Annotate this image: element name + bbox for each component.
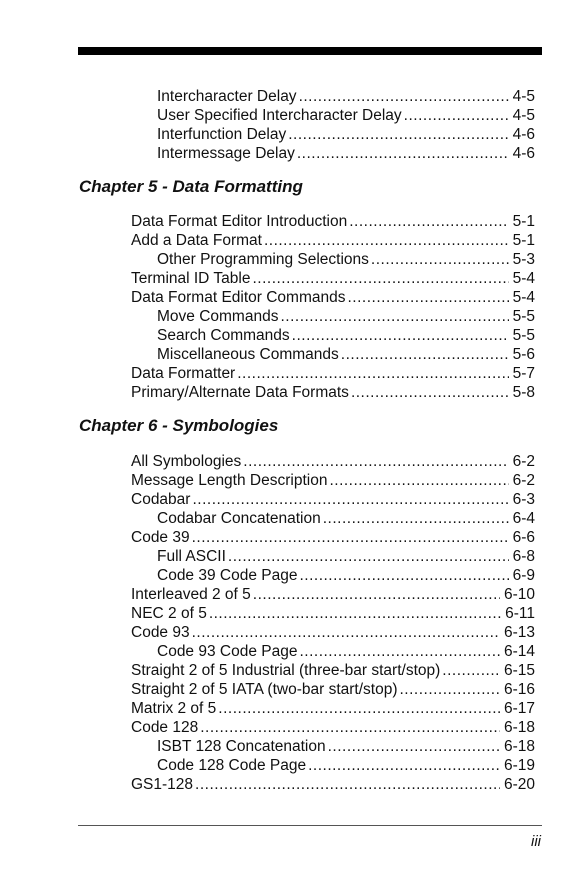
toc-entry-page: 5-5 (512, 308, 535, 325)
dot-leader (200, 718, 500, 737)
dot-leader (264, 231, 509, 250)
toc-entry-page: 5-1 (512, 232, 535, 249)
toc-entry-title: Code 39 Code Page (157, 567, 298, 584)
dot-leader (308, 756, 500, 775)
toc-entry-page: 6-2 (512, 453, 535, 470)
toc-entry[interactable] (131, 699, 535, 718)
dot-leader (195, 775, 500, 794)
toc-entry-page: 6-3 (512, 491, 535, 508)
chapter-heading: Chapter 6 - Symbologies (79, 416, 279, 435)
toc-entry-title: Miscellaneous Commands (157, 346, 339, 363)
toc-entry-title: Code 39 (131, 529, 190, 546)
toc-entry-page: 6-11 (505, 605, 535, 622)
dot-leader (243, 452, 508, 471)
dot-leader (323, 509, 509, 528)
dot-leader (192, 528, 509, 547)
toc-entry-page: 5-4 (512, 289, 535, 306)
toc-entry-title: Move Commands (157, 308, 279, 325)
toc-entry-title: GS1-128 (131, 776, 194, 793)
toc-entry[interactable] (131, 661, 535, 680)
toc-entry-page: 6-16 (503, 681, 535, 698)
toc-entry[interactable] (131, 718, 535, 737)
toc-entry-title: All Symbologies (131, 453, 242, 470)
toc-entry-title: Data Formatter (131, 365, 236, 382)
toc-entry-title: Straight 2 of 5 IATA (two-bar start/stop) (131, 681, 398, 698)
toc-entry-title: Code 93 (131, 624, 190, 641)
dot-leader (328, 737, 500, 756)
toc-entry-page: 6-10 (503, 586, 535, 603)
dot-leader (404, 106, 509, 125)
toc-entry[interactable] (131, 231, 535, 250)
toc-entry-page: 6-6 (512, 529, 535, 546)
toc-entry[interactable] (157, 106, 535, 125)
toc-entry[interactable] (157, 566, 535, 585)
toc-entry[interactable] (157, 756, 535, 775)
toc-entry[interactable] (131, 383, 535, 402)
toc-entry-title: User Specified Intercharacter Delay (157, 107, 402, 124)
toc-entry-title: Interfunction Delay (157, 126, 287, 143)
toc-entry-title: NEC 2 of 5 (131, 605, 207, 622)
toc-entry-title: Message Length Description (131, 472, 328, 489)
toc-entry-page: 6-2 (512, 472, 535, 489)
toc-entry[interactable] (131, 680, 535, 699)
dot-leader (192, 623, 500, 642)
toc-entry[interactable] (157, 345, 535, 364)
toc-entry[interactable] (131, 288, 535, 307)
toc-entry-title: Full ASCII (157, 548, 226, 565)
toc-entry-page: 6-4 (512, 510, 535, 527)
toc-entry-page: 6-19 (503, 757, 535, 774)
dot-leader (442, 661, 500, 680)
dot-leader (371, 250, 509, 269)
toc-entry-title: Data Format Editor Commands (131, 289, 346, 306)
toc-entry-title: Add a Data Format (131, 232, 262, 249)
toc-entry-title: Matrix 2 of 5 (131, 700, 217, 717)
toc-entry-title: Other Programming Selections (157, 251, 369, 268)
toc-entry[interactable] (157, 144, 535, 163)
toc-entry-page: 5-7 (512, 365, 535, 382)
dot-leader (349, 212, 508, 231)
dot-leader (399, 680, 499, 699)
chapter-heading: Chapter 5 - Data Formatting (79, 177, 303, 196)
dot-leader (297, 144, 509, 163)
page-number: iii (531, 833, 541, 850)
toc-entry[interactable] (157, 250, 535, 269)
dot-leader (299, 642, 500, 661)
dot-leader (280, 307, 508, 326)
dot-leader (192, 490, 508, 509)
toc-entry-title: Straight 2 of 5 Industrial (three-bar start/stop) (131, 662, 441, 679)
toc-entry[interactable] (131, 490, 535, 509)
toc-entry-page: 4-6 (512, 126, 535, 143)
toc-entry[interactable] (131, 452, 535, 471)
toc-entry-title: Primary/Alternate Data Formats (131, 384, 349, 401)
toc-entry-page: 6-18 (503, 719, 535, 736)
dot-leader (351, 383, 509, 402)
dot-leader (209, 604, 501, 623)
dot-leader (218, 699, 500, 718)
toc-entry-title: Interleaved 2 of 5 (131, 586, 251, 603)
toc-entry-page: 5-6 (512, 346, 535, 363)
toc-entry[interactable] (131, 212, 535, 231)
toc-entry-page: 5-3 (512, 251, 535, 268)
dot-leader (341, 345, 509, 364)
dot-leader (237, 364, 508, 383)
footer-rule (78, 825, 542, 826)
toc-entry-page: 5-1 (512, 213, 535, 230)
toc-entry[interactable] (131, 775, 535, 794)
dot-leader (288, 125, 508, 144)
toc-entry[interactable] (131, 604, 535, 623)
toc-entry[interactable] (157, 87, 535, 106)
toc-entry[interactable] (131, 585, 535, 604)
toc-entry-page: 6-15 (503, 662, 535, 679)
toc-entry[interactable] (157, 547, 535, 566)
toc-entry[interactable] (131, 471, 535, 490)
toc-entry-page: 4-5 (512, 107, 535, 124)
toc-entry-title: Code 128 Code Page (157, 757, 307, 774)
toc-entry[interactable] (157, 737, 535, 756)
toc-entry-page: 6-14 (503, 643, 535, 660)
toc-entry-title: Search Commands (157, 327, 290, 344)
toc-entry[interactable] (131, 528, 535, 547)
toc-entry-title: Code 93 Code Page (157, 643, 298, 660)
toc-entry[interactable] (131, 623, 535, 642)
toc-entry-page: 4-5 (512, 88, 535, 105)
toc-entry[interactable] (157, 307, 535, 326)
toc-entry-page: 6-8 (512, 548, 535, 565)
dot-leader (228, 547, 509, 566)
toc-entry[interactable] (131, 269, 535, 288)
toc-entry-title: Data Format Editor Introduction (131, 213, 348, 230)
toc-entry-page: 6-9 (512, 567, 535, 584)
toc-entry[interactable] (157, 125, 535, 144)
dot-leader (329, 471, 508, 490)
toc-entry[interactable] (131, 364, 535, 383)
toc-entry[interactable] (157, 326, 535, 345)
toc-entry-title: Codabar (131, 491, 191, 508)
dot-leader (348, 288, 509, 307)
toc-entry-title: Code 128 (131, 719, 199, 736)
dot-leader (299, 87, 509, 106)
toc-entry-title: Intercharacter Delay (157, 88, 297, 105)
toc-entry-title: Codabar Concatenation (157, 510, 321, 527)
dot-leader (299, 566, 508, 585)
toc-entry-page: 6-13 (503, 624, 535, 641)
dot-leader (253, 585, 500, 604)
toc-entry-page: 5-4 (512, 270, 535, 287)
dot-leader (252, 269, 508, 288)
toc-entry-page: 4-6 (512, 145, 535, 162)
header-rule (78, 47, 542, 55)
toc-entry[interactable] (157, 509, 535, 528)
toc-entry-page: 6-20 (503, 776, 535, 793)
dot-leader (292, 326, 509, 345)
toc-entry-page: 5-8 (512, 384, 535, 401)
toc-entry-page: 6-18 (503, 738, 535, 755)
toc-entry-page: 6-17 (503, 700, 535, 717)
toc-entry-page: 5-5 (512, 327, 535, 344)
toc-entry-title: Intermessage Delay (157, 145, 295, 162)
toc-entry[interactable] (157, 642, 535, 661)
toc-entry-title: Terminal ID Table (131, 270, 251, 287)
toc-entry-title: ISBT 128 Concatenation (157, 738, 326, 755)
